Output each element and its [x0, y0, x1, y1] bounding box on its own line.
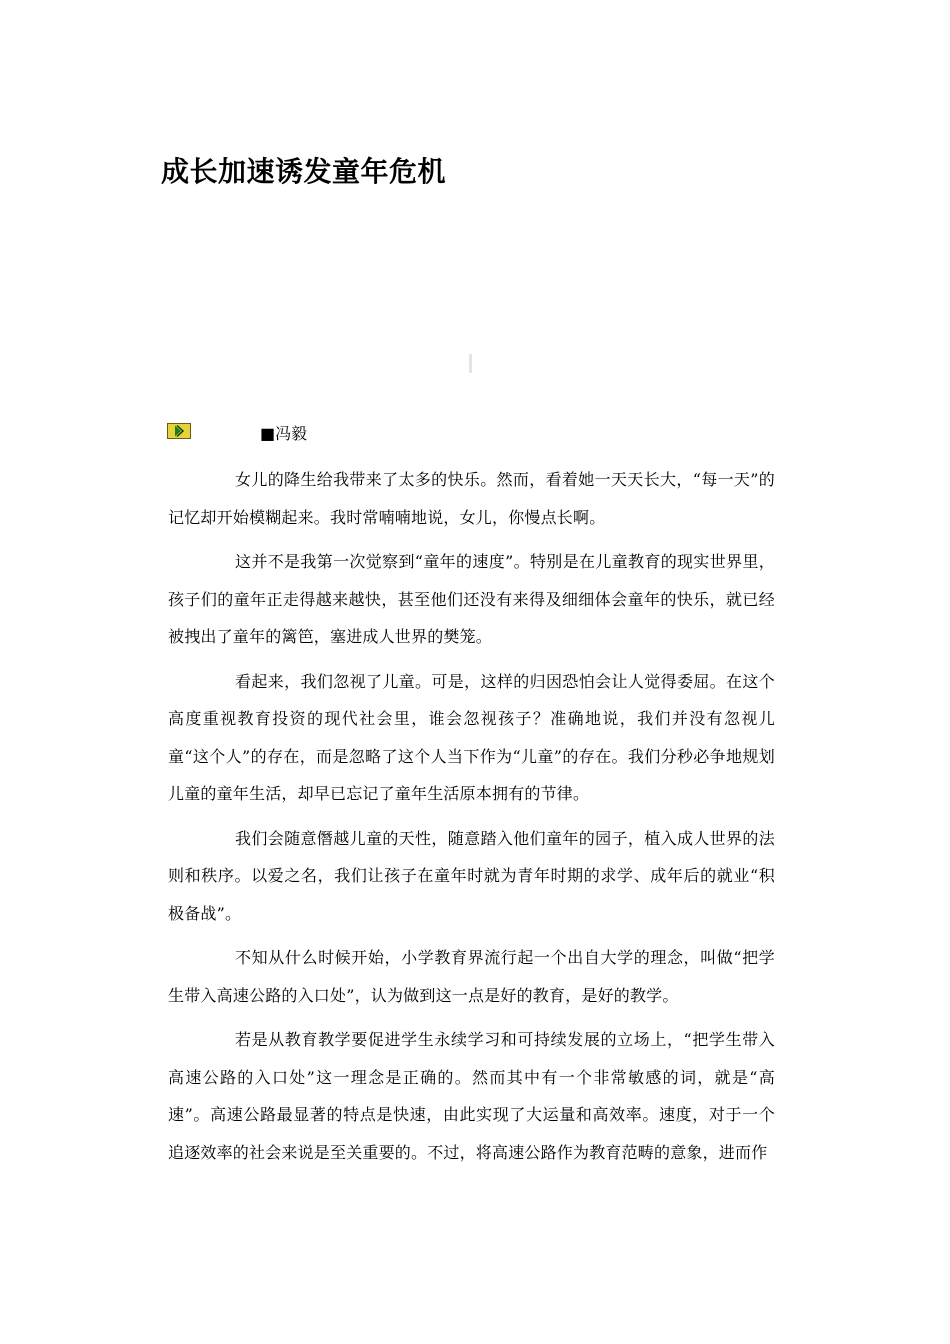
paragraph: 若是从教育教学要促进学生永续学习和可持续发展的立场上，“把学生带入高速公路的入口处”这一理念是正确的。然而其中有一个非常敏感的词，就是“高速”。高速公路最显著的特点是快速，由此实现了大运量和高效率。速度，对于一个追逐效率的社会来说是至关重要的。不过，将高速公路作为教育范畴的意象，进而作: [168, 1030, 775, 1162]
article-body: [168, 461, 775, 1178]
article-title: 成长加速诱发童年危机: [161, 155, 447, 188]
document-marker-icon: [167, 423, 191, 439]
author-byline: ■冯毅: [260, 424, 308, 443]
paragraph: 不知从什么时候开始，小学教育界流行起一个出自大学的理念，叫做“把学生带入高速公路的入口处”，认为做到这一点是好的教育，是好的教学。: [168, 948, 775, 1005]
paragraph: 这并不是我第一次觉察到“童年的速度”。特别是在儿童教育的现实世界里，孩子们的童年正走得越来越快，甚至他们还没有来得及细细体会童年的快乐，就已经被拽出了童年的篱笆，塞进成人世界的樊笼。: [168, 552, 775, 646]
divider-mark: [469, 354, 472, 373]
paragraph: 女儿的降生给我带来了太多的快乐。然而，看着她一天天长大，“每一天”的记忆却开始模糊起来。我时常喃喃地说，女儿，你慢点长啊。: [168, 470, 775, 527]
paragraph: 看起来，我们忽视了儿童。可是，这样的归因恐怕会让人觉得委屈。在这个高度重视教育投资的现代社会里，谁会忽视孩子？准确地说，我们并没有忽视儿童“这个人”的存在，而是忽略了这个人当下作为“儿童”的存在。我们分秒必争地规划儿童的童年生活，却早已忘记了童年生活原本拥有的节律。: [168, 671, 775, 803]
paragraph: 我们会随意僭越儿童的天性，随意踏入他们童年的园子，植入成人世界的法则和秩序。以爱之名，我们让孩子在童年时就为青年时期的求学、成年后的就业“积极备战”。: [168, 828, 775, 923]
